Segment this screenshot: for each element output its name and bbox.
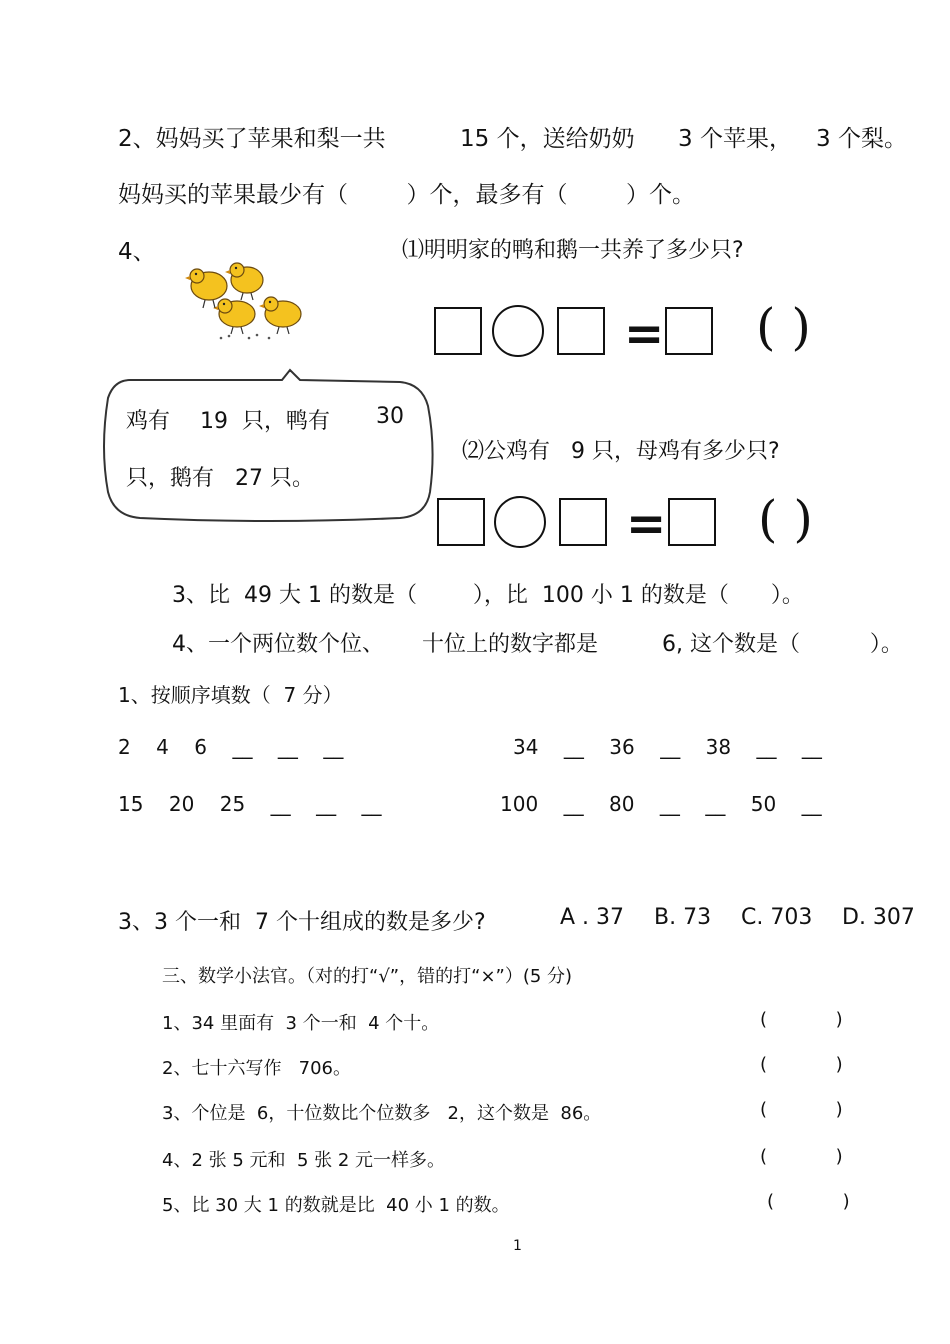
judge-item: 2、七十六写作 706。 [162,1058,351,1079]
judge-item: 5、比 30 大 1 的数就是比 40 小 1 的数。 [162,1195,510,1216]
fill-q4-c: 6, 这个数是（ ）。 [662,632,903,657]
judge-answer-blank[interactable]: ( ) [767,1191,850,1212]
order-title: 1、按顺序填数（ 7 分） [118,683,343,707]
judge-answer-blank[interactable]: ( ) [760,1146,843,1167]
result-box[interactable] [668,498,716,546]
order-row2-right: 100 __ 80 __ __ 50 __ [500,792,822,816]
q2-line2: 妈妈买的苹果最少有（ ）个，最多有（ ）个。 [118,182,695,208]
bubble-line1-b: 19 只，鸭有 [200,409,330,434]
chicks-illustration [185,262,313,342]
unit-parentheses[interactable]: ( ) [756,298,811,356]
unit-parentheses[interactable]: ( ) [758,490,813,548]
judge-item: 4、2 张 5 元和 5 张 2 元一样多。 [162,1150,446,1171]
answer-box[interactable] [437,498,485,546]
choice-option-c[interactable]: C. 703 [741,905,813,930]
judge-item: 1、34 里面有 3 个一和 4 个十。 [162,1013,440,1034]
q2-line1-d: 3 个梨。 [816,126,907,152]
operator-circle[interactable] [492,305,544,357]
order-row1-right: 34 __ 36 __ 38 __ __ [513,735,822,759]
q4-sub1: ⑴明明家的鸭和鹅一共养了多少只? [402,238,744,263]
answer-box[interactable] [434,307,482,355]
judge-answer-blank[interactable]: ( ) [760,1099,843,1120]
q4-sub2: ⑵公鸡有 9 只，母鸡有多少只? [462,439,780,464]
page-number: 1 [513,1238,522,1254]
q4-label: 4、 [118,239,156,265]
fill-q4-b: 十位上的数字都是 [422,632,599,657]
bubble-line1-c: 30 [376,404,404,429]
judge-title: 三、数学小法官。（对的打“√”，错的打“×”）(5 分) [162,966,573,987]
q2-line1-c: 3 个苹果， [678,126,792,152]
operator-circle[interactable] [494,496,546,548]
judge-answer-blank[interactable]: ( ) [760,1009,843,1030]
judge-answer-blank[interactable]: ( ) [760,1054,843,1075]
q2-line1-a: 2、妈妈买了苹果和梨一共 [118,126,386,152]
equals-sign: = [624,306,665,362]
order-row1-left: 2 4 6 __ __ __ [118,735,344,759]
result-box[interactable] [665,307,713,355]
equals-sign: = [626,496,667,552]
bubble-line1-a: 鸡有 [126,409,171,434]
q2-line1-b: 15 个，送给奶奶 [460,126,635,152]
speech-bubble [100,368,436,524]
answer-box[interactable] [557,307,605,355]
choice-option-b[interactable]: B. 73 [654,905,712,930]
choice-option-d[interactable]: D. 307 [842,905,915,930]
answer-box[interactable] [559,498,607,546]
bubble-line2: 只，鹅有 27 只。 [126,466,314,491]
fill-q3: 3、比 49 大 1 的数是（ ），比 100 小 1 的数是（ ）。 [172,583,804,608]
judge-item: 3、个位是 6，十位数比个位数多 2，这个数是 86。 [162,1103,602,1124]
fill-q4-a: 4、一个两位数个位、 [172,632,384,657]
order-row2-left: 15 20 25 __ __ __ [118,792,382,816]
choice-option-a[interactable]: A . 37 [560,905,625,930]
choice-question: 3、3 个一和 7 个十组成的数是多少? [118,910,486,935]
